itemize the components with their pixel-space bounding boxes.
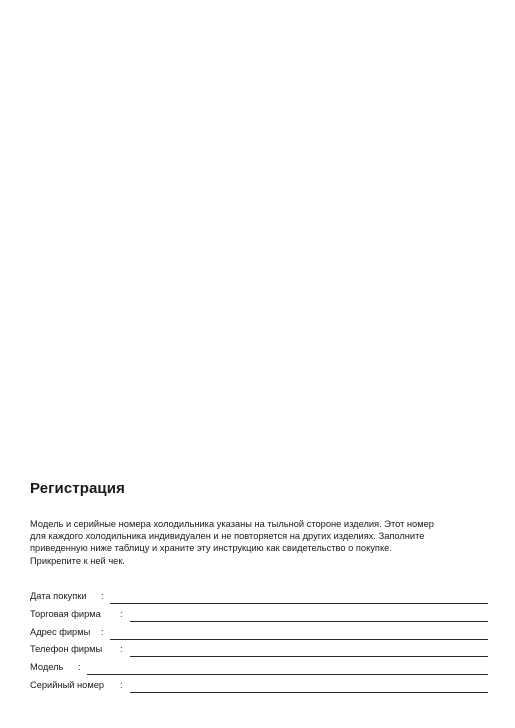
firm-phone-label: Телефон фирмы bbox=[30, 644, 103, 655]
serial-number-colon: : bbox=[120, 679, 123, 690]
trading-firm-field[interactable] bbox=[130, 621, 488, 622]
firm-phone-field[interactable] bbox=[130, 656, 488, 657]
registration-form bbox=[30, 590, 488, 697]
purchase-date-row bbox=[30, 590, 488, 608]
firm-address-colon: : bbox=[101, 626, 104, 637]
model-field[interactable] bbox=[87, 674, 488, 675]
trading-firm-row bbox=[30, 608, 488, 626]
model-colon: : bbox=[78, 662, 81, 673]
intro-line: приведенную ниже таблицу и храните эту инструкцию как свидетельство о покупке. bbox=[30, 543, 392, 554]
serial-number-field[interactable] bbox=[130, 692, 488, 693]
firm-address-row bbox=[30, 626, 488, 644]
page-title: Регистрация bbox=[30, 480, 125, 497]
intro-line: для каждого холодильника индивидуален и не повторяется на других изделиях. Заполните bbox=[30, 531, 425, 542]
purchase-date-colon: : bbox=[101, 591, 104, 601]
firm-phone-colon: : bbox=[120, 644, 123, 655]
trading-firm-colon: : bbox=[120, 608, 123, 619]
intro-line: Прикрепите к ней чек. bbox=[30, 555, 125, 566]
model-label: Модель bbox=[30, 662, 64, 673]
purchase-date-label: Дата покупки bbox=[30, 591, 87, 601]
firm-address-label: Адрес фирмы bbox=[30, 626, 91, 637]
purchase-date-field[interactable] bbox=[110, 603, 488, 604]
trading-firm-label: Торговая фирма bbox=[30, 608, 101, 619]
model-row bbox=[30, 661, 488, 679]
serial-number-row bbox=[30, 679, 488, 697]
serial-number-label: Серийный номер bbox=[30, 679, 105, 690]
firm-phone-row bbox=[30, 643, 488, 661]
firm-address-field[interactable] bbox=[110, 639, 488, 640]
intro-paragraph bbox=[30, 518, 485, 567]
intro-line: Модель и серийные номера холодильника указаны на тыльной стороне изделия. Этот номер bbox=[30, 519, 434, 529]
